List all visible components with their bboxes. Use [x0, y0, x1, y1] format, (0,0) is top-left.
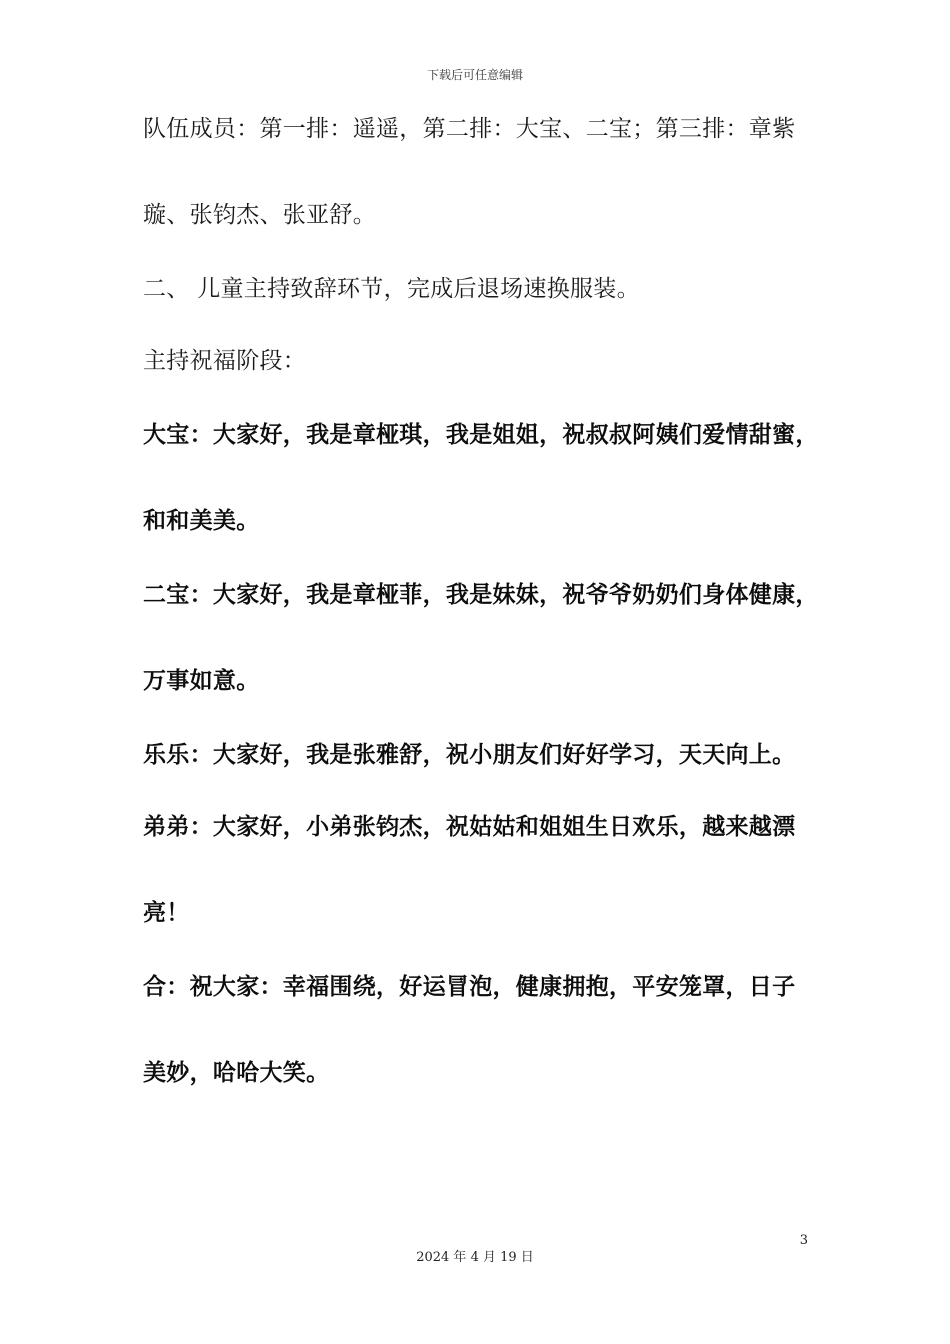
page-header: 下载后可任意编辑 — [426, 68, 523, 82]
dabao-line-2: 和和美美。 — [143, 508, 260, 534]
lele-line: 乐乐：大家好，我是张雅舒，祝小朋友们好好学习，天天向上。 — [143, 742, 796, 768]
page-date: 2024 年 4 月 19 日 — [416, 1250, 534, 1265]
erbao-line-1: 二宝：大家好，我是章桠菲，我是妹妹，祝爷爷奶奶们身体健康， — [143, 582, 819, 608]
together-line-1: 合：祝大家：幸福围绕，好运冒泡，健康拥抱，平安笼罩，日子 — [143, 974, 796, 1000]
section-two-heading: 二、 儿童主持致辞环节，完成后退场速换服装。 — [143, 276, 640, 302]
didi-line-2: 亮！ — [143, 900, 190, 926]
didi-line-1: 弟弟：大家好，小弟张钧杰，祝姑姑和姐姐生日欢乐，越来越漂 — [143, 814, 796, 840]
team-members-line-2: 璇、张钧杰、张亚舒。 — [143, 202, 376, 228]
dabao-line-1: 大宝：大家好，我是章桠琪，我是姐姐，祝叔叔阿姨们爱情甜蜜， — [143, 422, 819, 448]
erbao-line-2: 万事如意。 — [143, 668, 260, 694]
together-line-2: 美妙，哈哈大笑。 — [143, 1060, 330, 1086]
team-members-line-1: 队伍成员：第一排：遥遥，第二排：大宝、二宝；第三排：章紫 — [143, 116, 796, 142]
host-blessing-heading: 主持祝福阶段： — [143, 348, 307, 374]
page-number: 3 — [799, 1233, 808, 1248]
